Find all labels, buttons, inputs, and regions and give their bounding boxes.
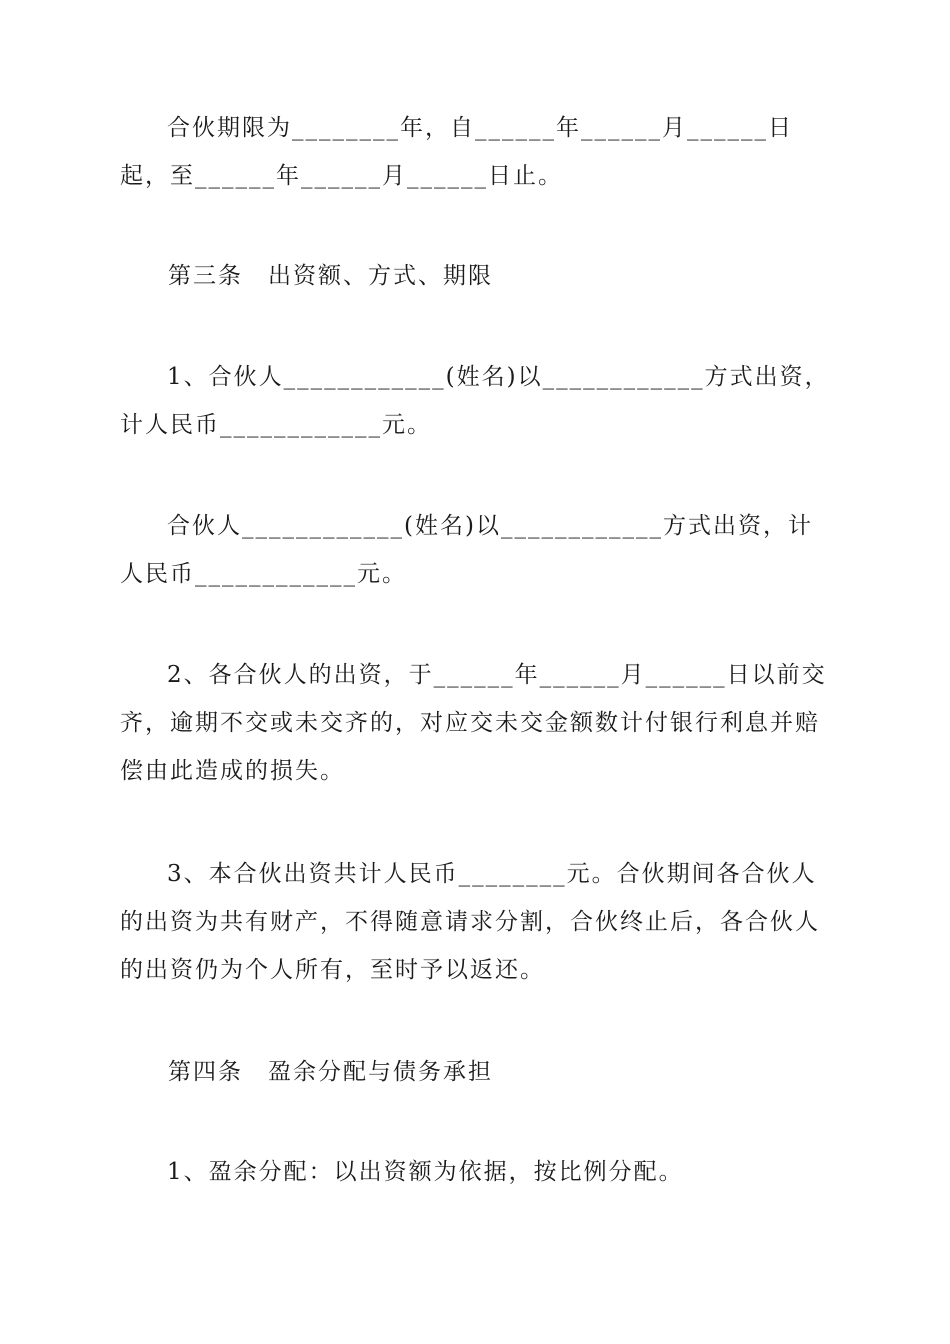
contribution-deadline-paragraph: 2、各合伙人的出资，于______年______月______日以前交齐，逾期不交或未交齐的，对应交未交金额数计付银行利息并赔偿由此造成的损失。 xyxy=(120,662,827,784)
profit-distribution-paragraph: 1、盈余分配：以出资额为依据，按比例分配。 xyxy=(167,1159,684,1185)
contribution-paragraph-2: 合伙人____________(姓名)以____________方式出资，计人民币____________元。 xyxy=(120,513,813,587)
article-3-heading: 第三条 出资额、方式、期限 xyxy=(168,263,493,289)
article-4-heading: 第四条 盈余分配与债务承担 xyxy=(168,1059,493,1085)
total-contribution-paragraph: 3、本合伙出资共计人民币________元。合伙期间各合伙人的出资为共有财产，不得随意请求分割，合伙终止后，各合伙人的出资仍为个人所有，至时予以返还。 xyxy=(120,861,820,983)
term-paragraph: 合伙期限为________年，自______年______月______日起，至______年______月______日止。 xyxy=(120,115,793,189)
contribution-paragraph-1: 1、合伙人____________(姓名)以____________方式出资，计人民币____________元。 xyxy=(120,364,830,438)
